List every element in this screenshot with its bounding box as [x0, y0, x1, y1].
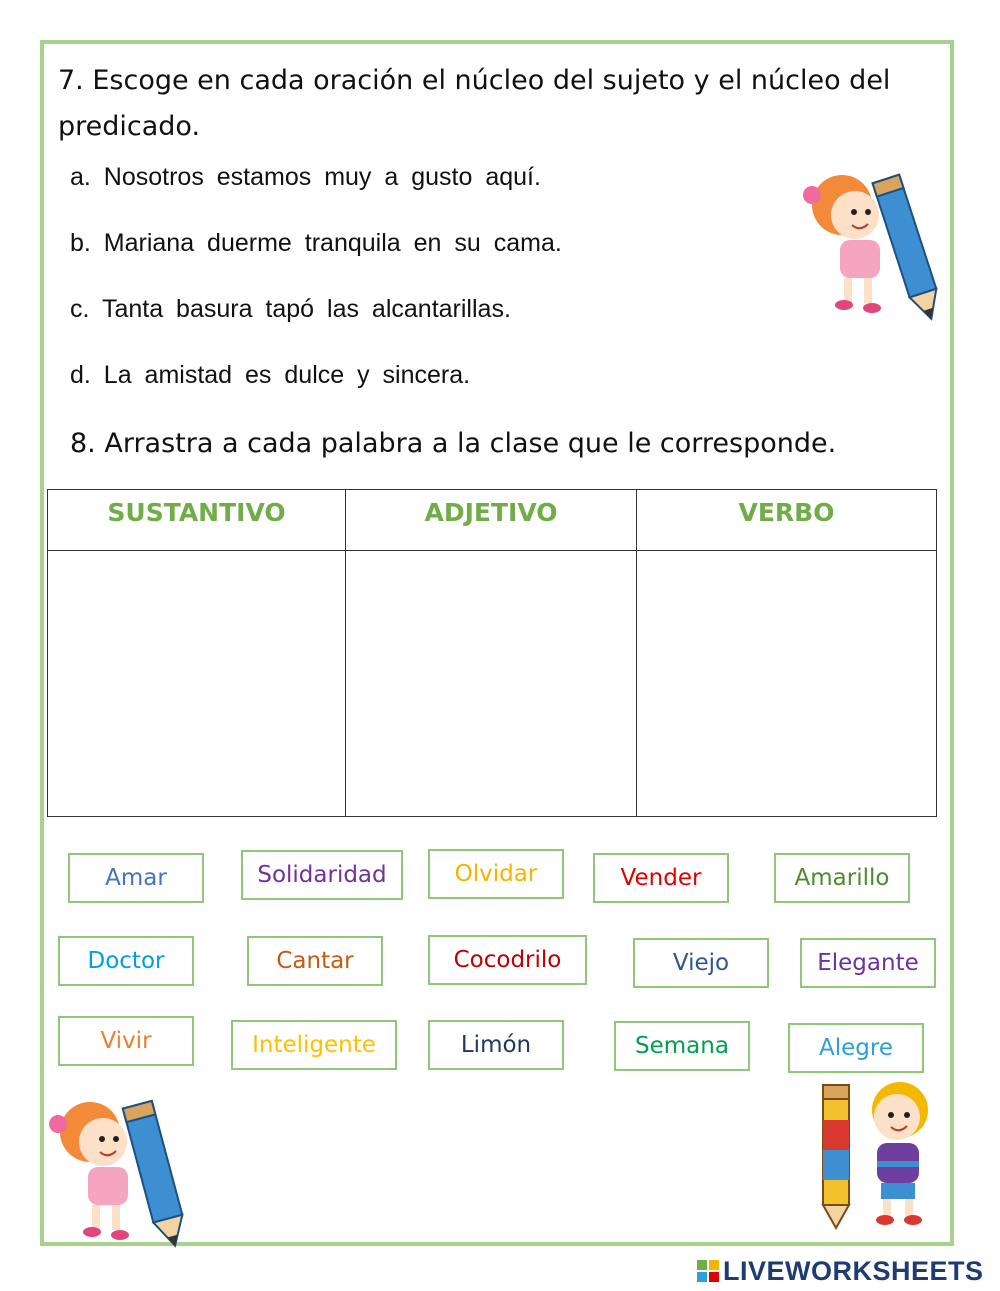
drop-zone-sustantivo[interactable] [48, 551, 346, 817]
sentence-a[interactable]: a. Nosotros estamos muy a gusto aquí. [70, 163, 541, 191]
sentence-d[interactable]: d. La amistad es dulce y sincera. [70, 361, 471, 389]
word-chip[interactable]: Amar [68, 853, 204, 903]
column-header-sustantivo: SUSTANTIVO [48, 490, 346, 551]
drop-zone-adjetivo[interactable] [346, 551, 637, 817]
word-chip[interactable]: Amarillo [774, 853, 910, 903]
word-chip[interactable]: Cocodrilo [428, 935, 587, 985]
word-chip[interactable]: Alegre [788, 1023, 924, 1073]
sentence-c[interactable]: c. Tanta basura tapó las alcantarillas. [70, 295, 511, 323]
word-chip[interactable]: Cantar [247, 936, 383, 986]
sentence-b[interactable]: b. Mariana duerme tranquila en su cama. [70, 229, 562, 257]
column-header-adjetivo: ADJETIVO [346, 490, 637, 551]
question-8-title: 8. Arrastra a cada palabra a la clase que le corresponde. [70, 428, 837, 459]
liveworksheets-logo-icon [697, 1260, 719, 1282]
word-chip[interactable]: Semana [614, 1021, 750, 1071]
word-chip[interactable]: Doctor [58, 936, 194, 986]
column-header-verbo: VERBO [637, 490, 937, 551]
word-chip[interactable]: Solidaridad [241, 850, 403, 900]
liveworksheets-brand-text: LIVEWORKSHEETS [723, 1255, 984, 1286]
girl-with-pencil-icon [800, 160, 950, 325]
word-chip[interactable]: Vender [593, 853, 729, 903]
word-chip[interactable]: Elegante [800, 938, 936, 988]
word-chip[interactable]: Inteligente [231, 1020, 397, 1070]
question-7-title: 7. Escoge en cada oración el núcleo del sujeto y el núcleo del predicado. [58, 65, 891, 142]
word-chip[interactable]: Vivir [58, 1016, 194, 1066]
liveworksheets-logo [697, 1257, 984, 1285]
drop-zone-verbo[interactable] [637, 551, 937, 817]
word-chip[interactable]: Olvidar [428, 849, 564, 899]
word-chip[interactable]: Limón [428, 1020, 564, 1070]
classification-table [47, 489, 937, 817]
word-chip[interactable]: Viejo [633, 938, 769, 988]
boy-with-pencil-icon [815, 1075, 945, 1230]
girl-with-pencil-icon [48, 1092, 198, 1252]
